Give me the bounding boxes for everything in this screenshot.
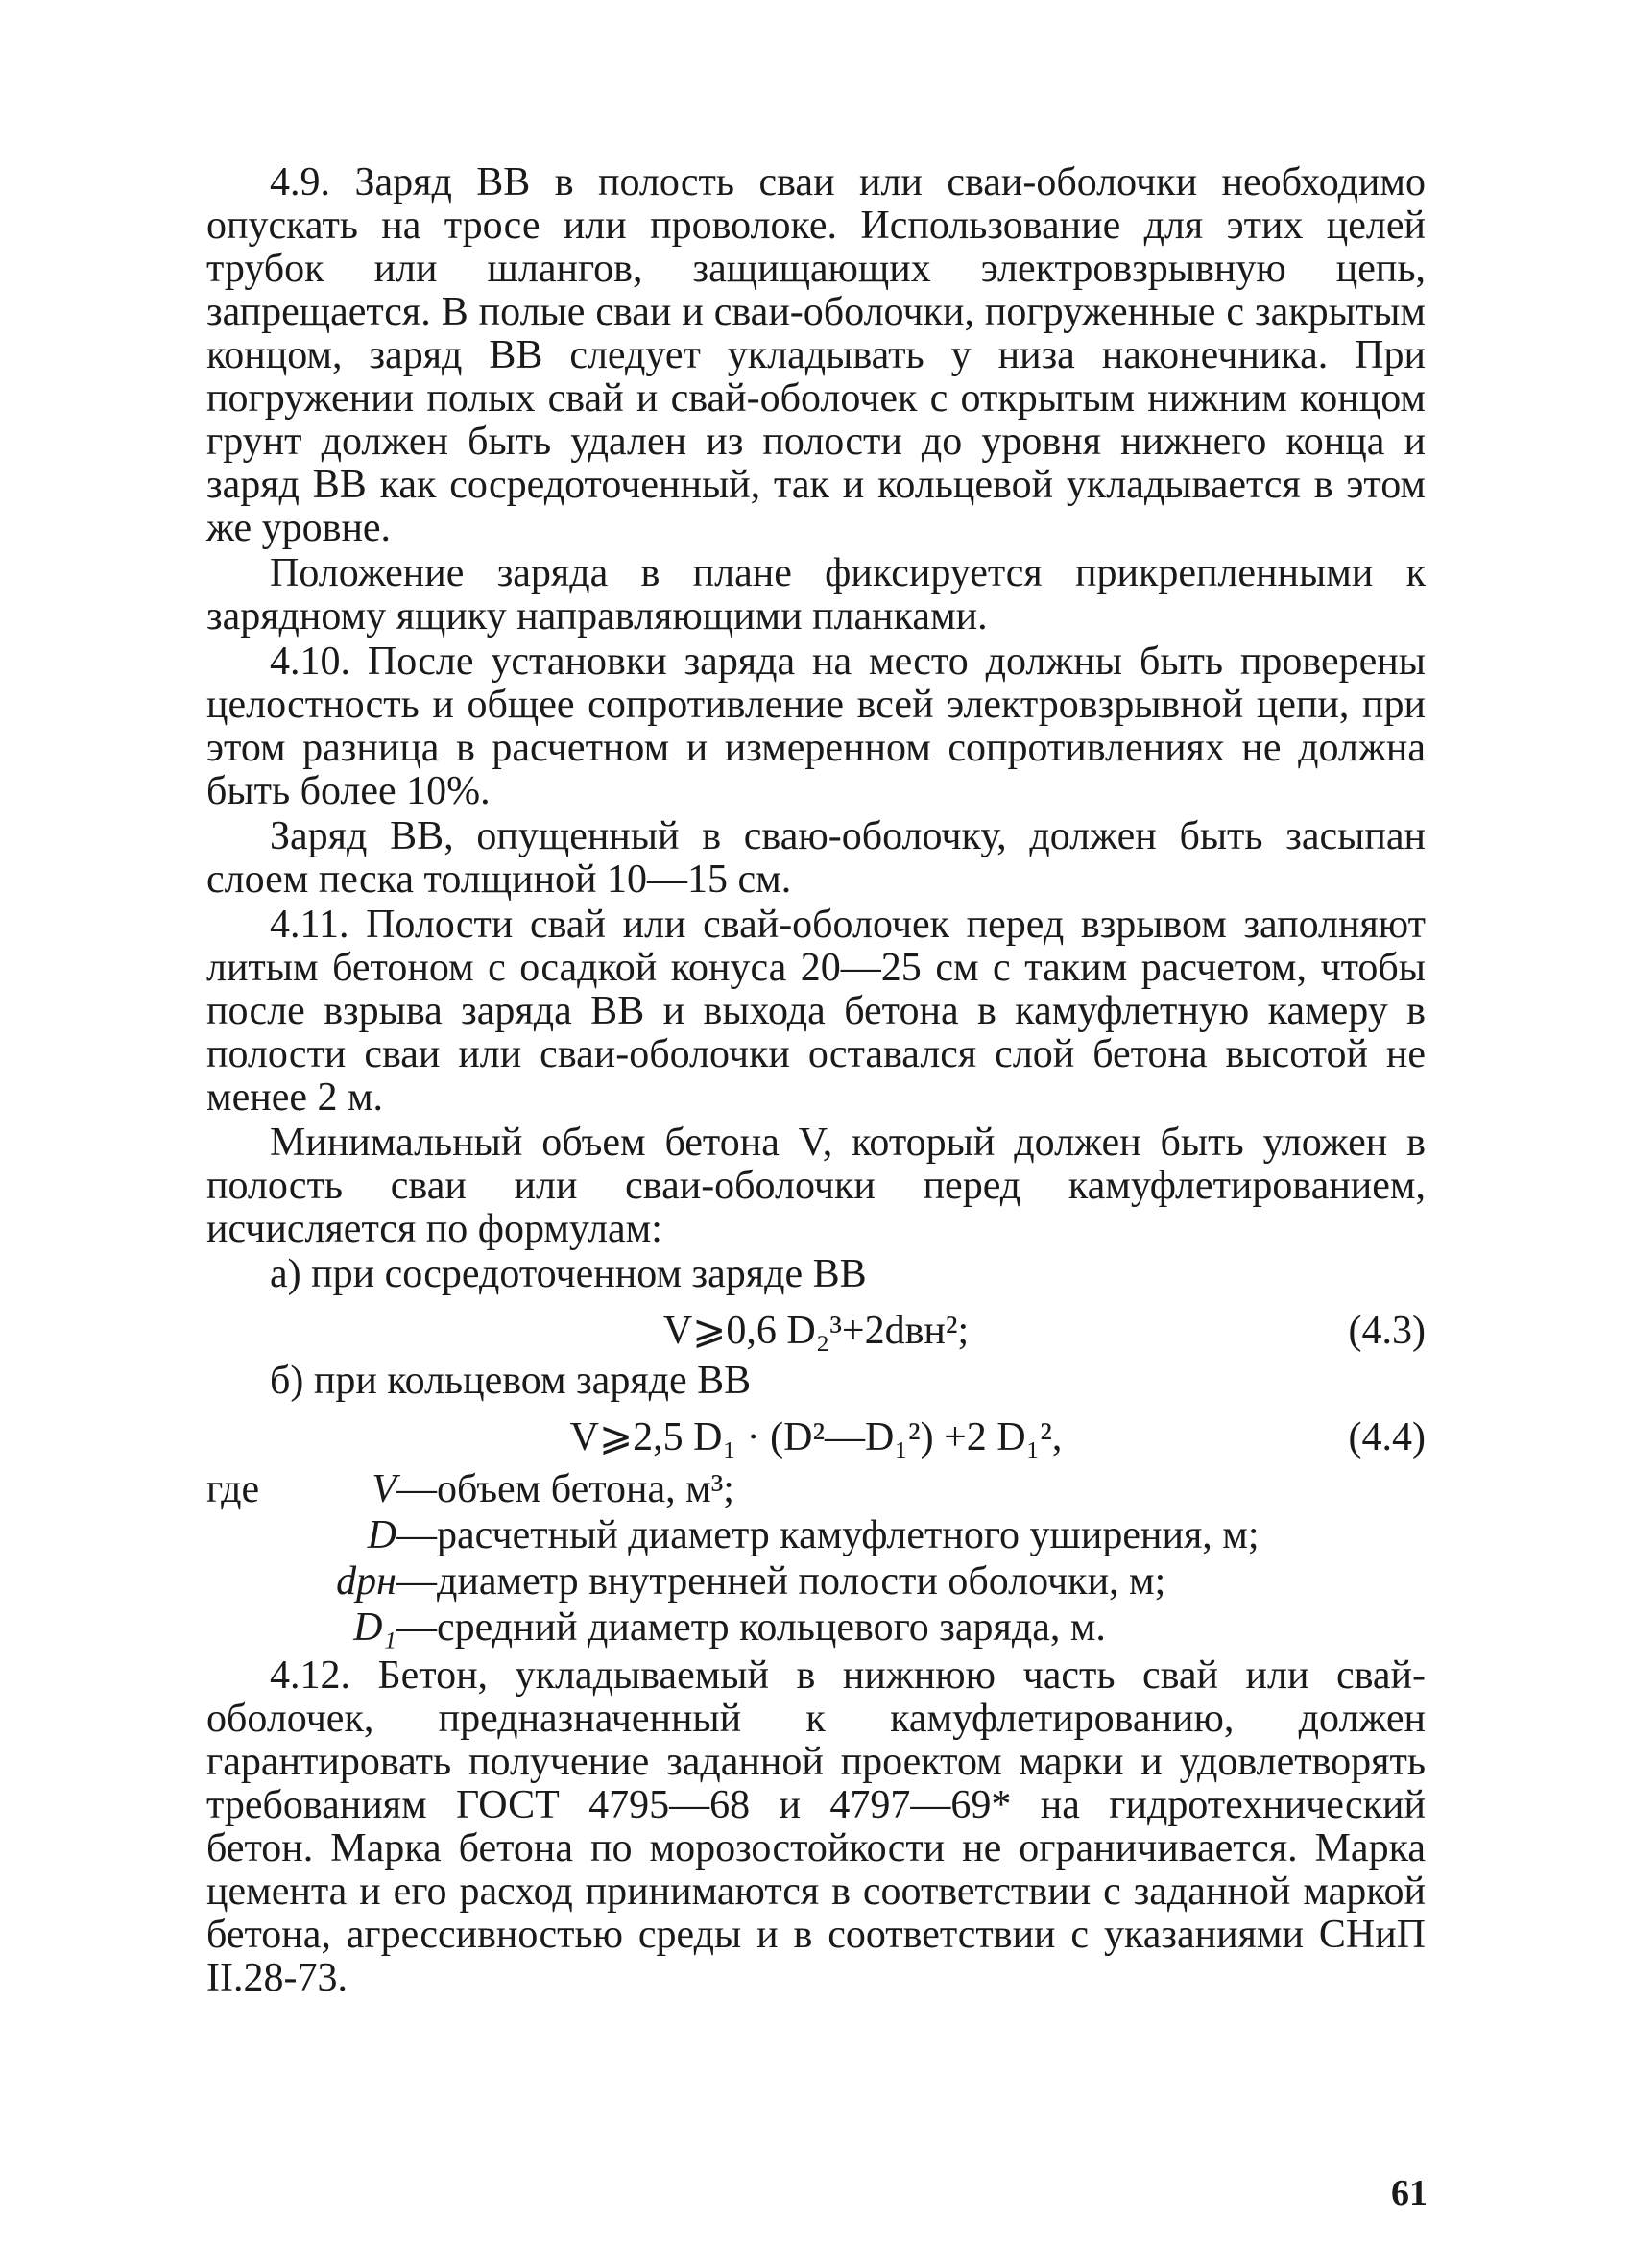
- definition-text: —диаметр внутренней полости оболочки, м;: [396, 1559, 1166, 1604]
- definition-row: [206, 1466, 1426, 1512]
- formula-number: (4.3): [1348, 1309, 1426, 1353]
- definition-text: —объем бетона, м³;: [396, 1467, 734, 1511]
- body-text: [206, 161, 1426, 2002]
- definition-text: —средний диаметр кольцевого заряда, м.: [396, 1605, 1106, 1650]
- definition-symbol: V: [372, 1467, 396, 1511]
- definition-row: [206, 1512, 1426, 1558]
- list-item-b: б) при кольцевом заряде ВВ: [270, 1359, 752, 1403]
- list-item-a: а) при сосредоточенном заряде ВВ: [270, 1252, 867, 1296]
- formula-number: (4.4): [1348, 1415, 1426, 1460]
- paragraph-min-volume: Минимальный объем бетона V, который должен быть уложен в полость сваи или сваи-оболочки перед камуфлетированием, исчисляется по формулам:: [206, 1121, 1426, 1251]
- definition-symbol: D: [367, 1513, 396, 1557]
- formula-expression: V⩾0,6 D₂³+2dвн²;: [662, 1309, 970, 1353]
- where-word: где: [206, 1467, 260, 1511]
- page-number: 61: [1391, 2173, 1428, 2213]
- definition-row: [206, 1604, 1426, 1651]
- paragraph-4-12: 4.12. Бетон, укладываемый в нижнюю часть свай или свай-оболочек, предназначенный к камуфлетированию, должен гарантировать получение заданной проектом марки и удовлетворять требованиям ГОСТ 4795—68 и 4797—69* на гидротехнический бетон. Марка бетона по морозостойкости не ограничивается. Марка цемента и его расход принимаются в соответствии с заданной маркой бетона, агрессивностью среды и в соответствии с указаниями СНиП II.28-73.: [206, 1653, 1426, 2000]
- definition-symbol: dрн: [336, 1559, 396, 1604]
- definition-symbol: D₁: [353, 1605, 396, 1650]
- paragraph-charge-position: Положение заряда в плане фиксируется прикрепленными к зарядному ящику направляющими планками.: [206, 551, 1426, 639]
- definitions-list: [206, 1466, 1426, 1651]
- formula-4-4: [206, 1411, 1426, 1460]
- paragraph-4-9: 4.9. Заряд ВВ в полость сваи или сваи-оболочки необходимо опускать на тросе или проволоке. Использование для этих целей трубок или шлангов, защищающих электровзрывную цепь, запрещается. В полые сваи и сваи-оболочки, погруженные с закрытым концом, заряд ВВ следует укладывать у низа наконечника. При погружении полых свай и свай-оболочек с открытым нижним концом грунт должен быть удален из полости до уровня нижнего конца и заряд ВВ как сосредоточенный, так и кольцевой укладывается в этом же уровне.: [206, 160, 1426, 550]
- definition-text: —расчетный диаметр камуфлетного уширения, м;: [396, 1513, 1260, 1557]
- definition-row: [206, 1558, 1426, 1604]
- formula-4-3: [206, 1304, 1426, 1354]
- paragraph-4-10: 4.10. После установки заряда на место должны быть проверены целостность и общее сопротивление всей электровзрывной цепи, при этом разница в расчетном и измеренном сопротивлениях не должна быть более 10%.: [206, 639, 1426, 813]
- paragraph-4-11: 4.11. Полости свай или свай-оболочек перед взрывом заполняют литым бетоном с осадкой конуса 20—25 см с таким расчетом, чтобы после взрыва заряда ВВ и выхода бетона в камуфлетную камеру в полости сваи или сваи-оболочки оставался слой бетона высотой не менее 2 м.: [206, 903, 1426, 1120]
- paragraph-sand-cover: Заряд ВВ, опущенный в сваю-оболочку, должен быть засыпан слоем песка толщиной 10—15 см.: [206, 814, 1426, 902]
- formula-expression: V⩾2,5 D₁ · (D²—D₁²) +2 D₁²,: [569, 1415, 1063, 1460]
